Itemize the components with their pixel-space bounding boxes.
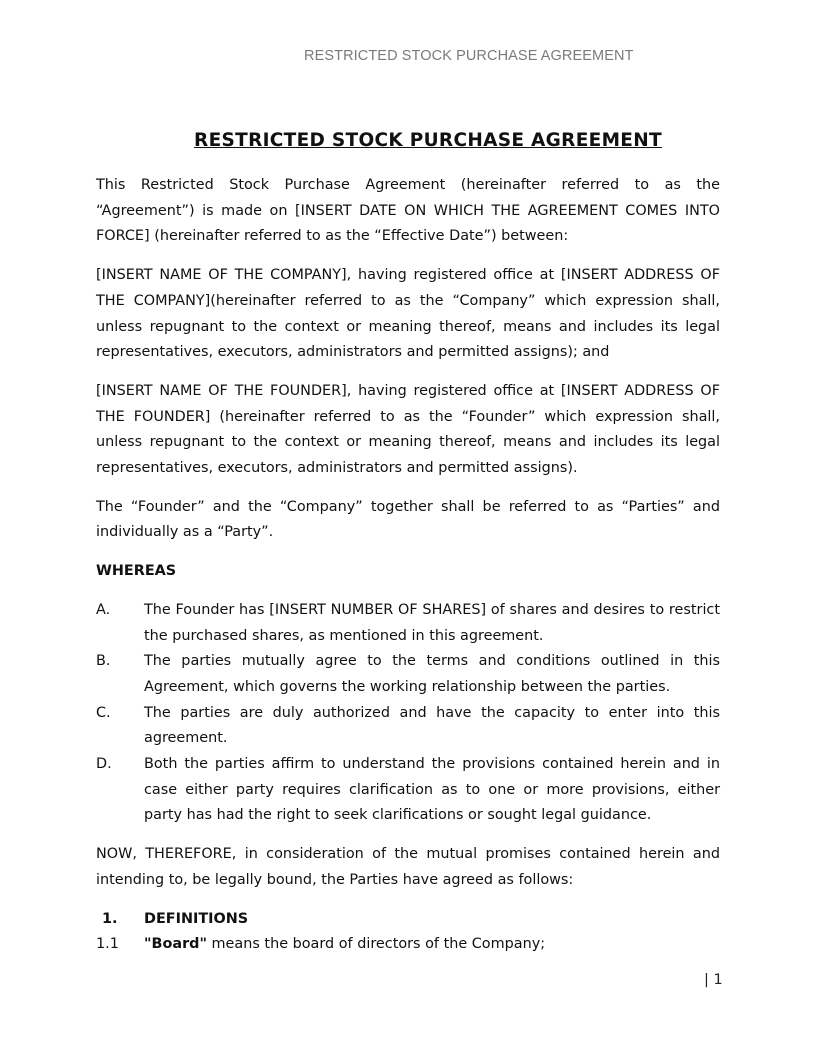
recital-item xyxy=(96,649,720,700)
recital-marker: C. xyxy=(96,704,111,721)
recital-item xyxy=(96,598,720,649)
intro-paragraph: This Restricted Stock Purchase Agreement (hereinafter referred to as the “Agreement”) is made on [INSERT DATE ON WHICH THE AGREEMENT COMES INTO FORCE] (hereinafter referred to as the “Effective Date”) between: xyxy=(96,177,720,245)
founder-paragraph: [INSERT NAME OF THE FOUNDER], having registered office at [INSERT ADDRESS OF THE FOUNDER] (hereinafter referred to as the “Founder” which expression shall, unless repugnant to the context or meaning thereof, means and includes its legal representatives, executors, administrators and permitted assigns). xyxy=(96,382,720,477)
recital-text: The parties are duly authorized and have the capacity to enter into this agreement. xyxy=(144,704,720,747)
section-heading xyxy=(96,907,720,933)
recital-text: Both the parties affirm to understand the provisions contained herein and in case either party requires clarification as to one or more provisions, either party has had the right to seek clarifications or sought legal guidance. xyxy=(144,756,720,824)
recital-item xyxy=(96,701,720,752)
section-number: 1. xyxy=(102,910,118,927)
recital-text: The parties mutually agree to the terms and conditions outlined in this Agreement, which governs the working relationship between the parties. xyxy=(144,653,720,695)
company-paragraph: [INSERT NAME OF THE COMPANY], having registered office at [INSERT ADDRESS OF THE COMPANY](hereinafter referred to as the “Company” which expression shall, unless repugnant to the context or meaning thereof, means and includes its legal representatives, executors, administrators and permitted assigns); and xyxy=(96,267,720,361)
section-title: DEFINITIONS xyxy=(144,910,249,927)
document-body xyxy=(96,173,720,958)
whereas-heading: WHEREAS xyxy=(96,563,177,580)
recital-text: The Founder has [INSERT NUMBER OF SHARES] of shares and desires to restrict the purchased shares, as mentioned in this agreement. xyxy=(144,601,720,644)
recital-marker: B. xyxy=(96,653,111,670)
recital-marker: A. xyxy=(96,601,111,618)
parties-paragraph: The “Founder” and the “Company” together shall be referred to as “Parties” and individually as a “Party”. xyxy=(96,498,720,541)
document-title: RESTRICTED STOCK PURCHASE AGREEMENT xyxy=(194,130,662,151)
definition-number: 1.1 xyxy=(96,936,119,953)
definition-text: means the board of directors of the Company; xyxy=(206,936,546,953)
recital-item xyxy=(96,752,720,829)
recital-marker: D. xyxy=(96,756,112,773)
now-therefore-paragraph: NOW, THEREFORE, in consideration of the mutual promises contained herein and intending to, be legally bound, the Parties have agreed as follows: xyxy=(96,846,720,888)
page-header: RESTRICTED STOCK PURCHASE AGREEMENT xyxy=(304,48,634,64)
definition-term: "Board" xyxy=(144,936,207,953)
definition-body xyxy=(144,932,545,958)
page-number: | 1 xyxy=(704,972,723,988)
recitals-list xyxy=(96,598,720,829)
definition-item xyxy=(96,932,720,958)
